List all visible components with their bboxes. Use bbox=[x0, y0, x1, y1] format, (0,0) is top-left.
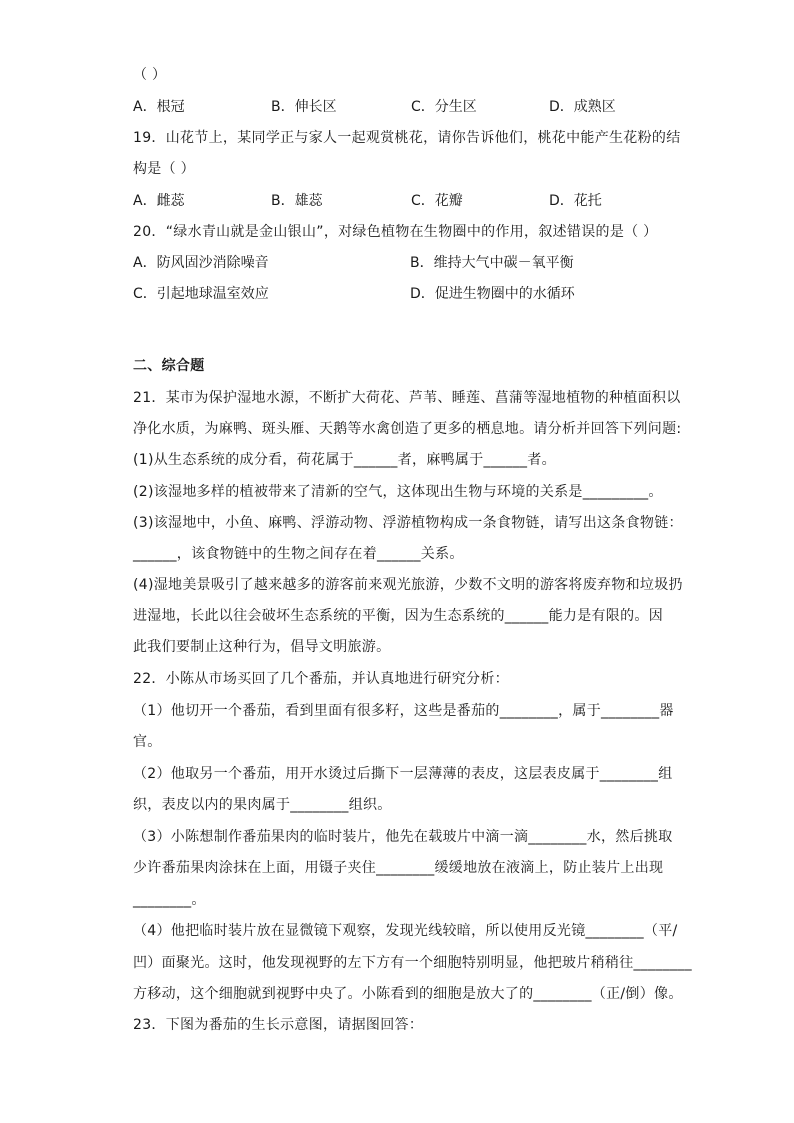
q22-line-1: 22．小陈从市场买回了几个番茄，并认真地进行研究分析： bbox=[133, 671, 509, 687]
q18-option-c: C．分生区 bbox=[411, 99, 477, 115]
q20-option-b: B．维持大气中碳－氧平衡 bbox=[410, 255, 574, 271]
q22-line-5: 织，表皮以内的果肉属于________组织。 bbox=[133, 797, 392, 813]
q22-line-8: ________。 bbox=[133, 892, 206, 908]
q20-option-d: D．促进生物圈中的水循环 bbox=[410, 286, 575, 302]
q22-line-10: 凹）面聚光。这时，他发现视野的左下方有一个细胞特别明显，他把玻片稍稍往________ bbox=[133, 955, 692, 971]
q21-line-4: (2)该湿地多样的植被带来了清新的空气，这体现出生物与环境的关系是_________。 bbox=[133, 484, 663, 500]
q19-option-a: A．雌蕊 bbox=[133, 193, 185, 209]
q21-line-6: ______，该食物链中的生物之间存在着______关系。 bbox=[133, 546, 464, 562]
q22-line-9: （4）他把临时装片放在显微镜下观察，发现光线较暗，所以使用反光镜________（平/ bbox=[133, 923, 678, 939]
q18-option-a: A．根冠 bbox=[133, 99, 185, 115]
q21-line-8: 进湿地，长此以往会破坏生态系统的平衡，因为生态系统的______能力是有限的。因 bbox=[133, 608, 663, 624]
q19-stem-line-2: 构是（ ） bbox=[133, 161, 195, 177]
q18-option-d: D．成熟区 bbox=[549, 99, 616, 115]
q22-line-4: （2）他取另一个番茄，用开水烫过后撕下一层薄薄的表皮，这层表皮属于________组 bbox=[133, 766, 673, 782]
q19-option-c: C．花瓣 bbox=[411, 193, 463, 209]
q19-stem-line-1: 19．山花节上，某同学正与家人一起观赏桃花，请你告诉他们，桃花中能产生花粉的结 bbox=[133, 130, 681, 146]
q18-answer-bracket: （ ） bbox=[133, 67, 167, 83]
q21-line-1: 21．某市为保护湿地水源，不断扩大荷花、芦苇、睡莲、菖蒲等湿地植物的种植面积以 bbox=[133, 390, 681, 406]
q20-option-c: C．引起地球温室效应 bbox=[133, 286, 269, 302]
q22-line-11: 方移动，这个细胞就到视野中央了。小陈看到的细胞是放大了的________（正/倒）像。 bbox=[133, 986, 683, 1002]
q22-line-2: （1）他切开一个番茄，看到里面有很多籽，这些是番茄的________，属于________器 bbox=[133, 703, 674, 719]
q21-line-2: 净化水质，为麻鸭、斑头雁、天鹅等水禽创造了更多的栖息地。请分析并回答下列问题: bbox=[133, 421, 682, 437]
q21-line-7: (4)湿地美景吸引了越来越多的游客前来观光旅游，少数不文明的游客将废弃物和垃圾扔 bbox=[133, 577, 683, 593]
q21-line-3: (1)从生态系统的成分看，荷花属于______者，麻鸭属于______者。 bbox=[133, 452, 556, 468]
q18-option-b: B．伸长区 bbox=[271, 99, 337, 115]
q22-line-6: （3）小陈想制作番茄果肉的临时装片，他先在载玻片中滴一滴________水，然后挑取 bbox=[133, 829, 673, 845]
q19-option-d: D．花托 bbox=[549, 193, 602, 209]
q21-line-9: 此我们要制止这种行为，倡导文明旅游。 bbox=[133, 639, 391, 655]
q19-option-b: B．雄蕊 bbox=[271, 193, 323, 209]
section-heading: 二、综合题 bbox=[133, 358, 205, 374]
q22-line-3: 官。 bbox=[133, 734, 162, 750]
q22-line-7: 少许番茄果肉涂抹在上面，用镊子夹住________缓缓地放在液滴上，防止装片上出现 bbox=[133, 860, 664, 876]
q23-stem: 23．下图为番茄的生长示意图，请据图回答： bbox=[133, 1017, 424, 1033]
q21-line-5: (3)该湿地中，小鱼、麻鸭、浮游动物、浮游植物构成一条食物链，请写出这条食物链： bbox=[133, 515, 683, 531]
q20-stem: 20．“绿水青山就是金山银山”，对绿色植物在生物圈中的作用，叙述错误的是（ ） bbox=[133, 224, 658, 240]
q20-option-a: A．防风固沙消除噪音 bbox=[133, 255, 269, 271]
